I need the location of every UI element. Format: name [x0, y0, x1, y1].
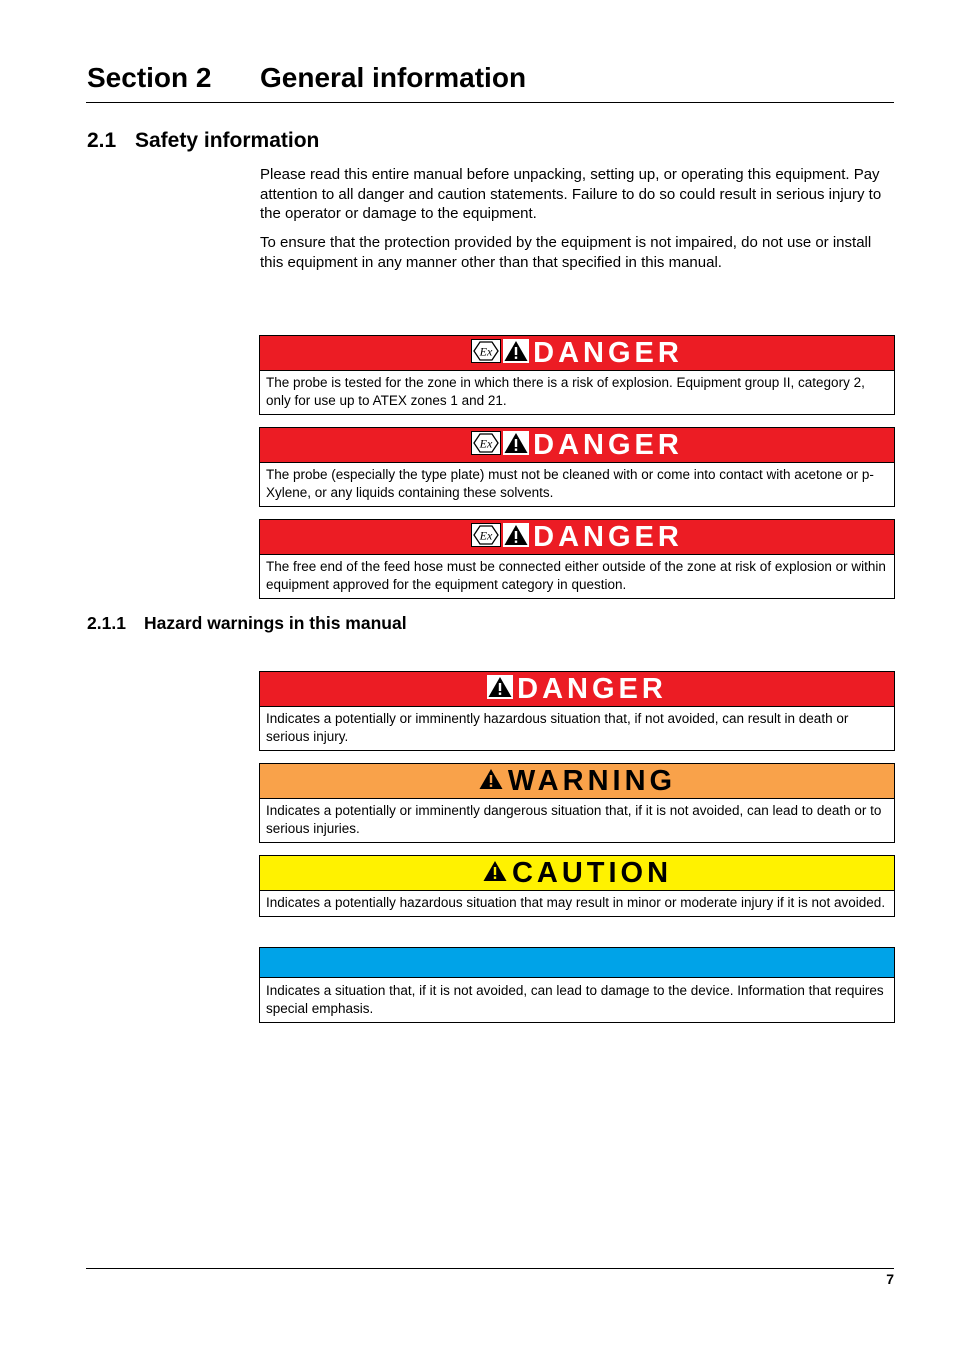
- warning-triangle-icon: [487, 675, 513, 704]
- caution-text: Indicates a potentially hazardous situation that may result in minor or moderate injury if it is not avoided.: [266, 895, 886, 910]
- ex-explosion-icon: [471, 339, 501, 368]
- caution-box: [259, 855, 895, 917]
- notice-text: Indicates a situation that, if it is not avoided, can lead to damage to the device. Information that requires special emphasis.: [266, 983, 884, 1016]
- warning-triangle-icon: [503, 339, 529, 368]
- safety-paragraph-2: To ensure that the protection provided by the equipment is not impaired, do not use or install this equipment in any manner other than that specified in this manual.: [260, 234, 872, 271]
- section-title: [87, 58, 526, 98]
- danger-text: The probe is tested for the zone in which there is a risk of explosion. Equipment group II, category 2, only for use up to ATEX zones 1 and 21.: [266, 375, 865, 408]
- caution-label: CAUTION: [511, 857, 673, 889]
- footer-divider: [86, 1268, 894, 1269]
- danger-text: The probe (especially the type plate) must not be cleaned with or come into contact with acetone or p-Xylene, or any liquids containing these solvents.: [266, 467, 874, 500]
- danger-header: [260, 520, 894, 555]
- hazard-heading: [87, 611, 407, 635]
- hazard-heading-title: Hazard warnings in this manual: [144, 613, 407, 633]
- safety-paragraph-1: Please read this entire manual before unpacking, setting up, or operating this equipment. Pay attention to all danger and caution statements. Failure to do so could result in serious injury to the operator or damage to the equipment.: [260, 166, 882, 222]
- title-divider: [86, 102, 894, 103]
- danger-box: [259, 671, 895, 751]
- safety-heading-title: Safety information: [135, 129, 320, 152]
- warning-triangle-icon: [482, 859, 508, 888]
- warning-triangle-icon: [503, 431, 529, 460]
- svg-text:Ex: Ex: [479, 344, 493, 358]
- svg-text:Ex: Ex: [479, 436, 493, 450]
- danger-text: Indicates a potentially or imminently hazardous situation that, if not avoided, can result in death or serious injury.: [266, 711, 849, 744]
- safety-heading: [87, 127, 319, 155]
- hazard-heading-number: 2.1.1: [87, 613, 126, 633]
- ex-danger-box-2: [259, 427, 895, 507]
- ex-danger-box-1: [259, 335, 895, 415]
- section-name: General information: [260, 62, 527, 93]
- danger-label: DANGER: [533, 337, 683, 369]
- svg-text:Ex: Ex: [479, 528, 493, 542]
- danger-header: [260, 672, 894, 707]
- notice-box: [259, 947, 895, 1023]
- ex-explosion-icon: [471, 523, 501, 552]
- caution-header: [260, 856, 894, 891]
- notice-header: [260, 948, 894, 978]
- ex-explosion-icon: [471, 431, 501, 460]
- page-number: 7: [886, 1271, 894, 1287]
- warning-header: [260, 764, 894, 799]
- danger-label: DANGER: [533, 429, 683, 461]
- warning-triangle-icon: [503, 523, 529, 552]
- danger-label: DANGER: [533, 521, 683, 553]
- safety-heading-number: 2.1: [87, 129, 117, 152]
- warning-text: Indicates a potentially or imminently dangerous situation that, if it is not avoided, can lead to death or to serious injuries.: [266, 803, 882, 836]
- danger-header: [260, 336, 894, 371]
- danger-header: [260, 428, 894, 463]
- danger-text: The free end of the feed hose must be connected either outside of the zone at risk of explosion or within equipment approved for the equipment category in question.: [266, 559, 886, 592]
- ex-danger-box-3: [259, 519, 895, 599]
- warning-label: WARNING: [507, 765, 677, 797]
- warning-box: [259, 763, 895, 843]
- danger-label: DANGER: [517, 673, 667, 705]
- warning-triangle-icon: [478, 767, 504, 796]
- section-number: Section 2: [87, 62, 212, 93]
